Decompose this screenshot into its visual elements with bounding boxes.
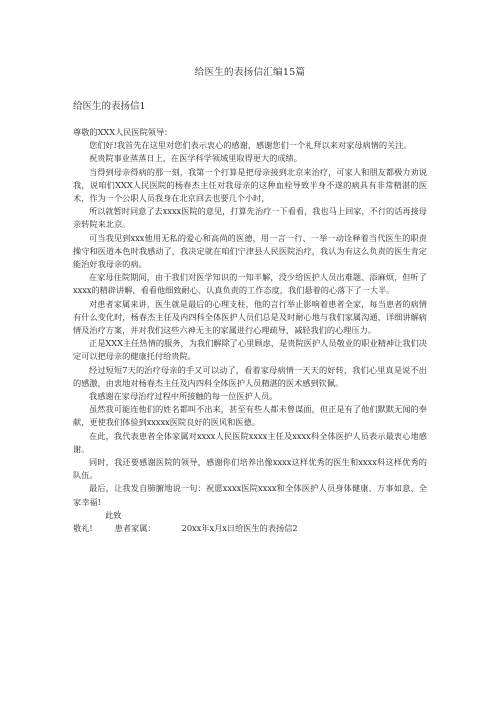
paragraph: 经过短短7天的治疗母亲的手又可以动了，看着家母病情一天天的好转，我们心里真是说不出的感激，由衷地对杨春杰主任及内四科全体医护人员精湛的医术感到钦佩。 <box>73 364 427 388</box>
paragraph: 正是XXX主任热情的服务，为我们解除了心里顾虑，是贵院医护人员敬业的职业精神让我们决定可以把母亲的健康托付给贵院。 <box>73 338 427 362</box>
footer-line <box>73 522 427 535</box>
paragraph: 祝贵院事业蒸蒸日上，在医学科学领域里取得更大的成绩。 <box>89 153 302 164</box>
paragraph: 在此，我代表患者全体家属对xxxx人民医院xxxx主任及xxxx科全体医护人员表示最衷心地感谢。 <box>73 430 427 454</box>
paragraph: 对患者家属来讲，医生就是最后的心理支柱，他的言行举止影响着患者全家，每当患者的病情有什么变化时，杨春杰主任及内四科全体医护人员们总是及时耐心地与我们家属沟通，详细讲解病情及治疗方案，并对我们这些六神无主的家属进行心理疏导，减轻我们的心理压力。 <box>73 298 427 336</box>
paragraph: 当得到母亲得病的那一刻，我第一个打算是把母亲接到北京来治疗，可家人和朋友都极力劝说我，说咱们XXX人民医院的杨春杰主任对我母亲的这种血栓导致半身不遂的病具有非常精湛的医术，作为一个公职人员我身在北京回去也要几个小时， <box>73 166 427 204</box>
paragraph: 可当我见到xxx他用无私的爱心和高尚的医德，用一言一行、一举一动诠释着当代医生的职责操守和医道本色时我感动了，我决定就在咱们宁津县人民医院治疗，我认为有这么负责的医生肯定能治好我母亲的病。 <box>73 232 427 270</box>
date-and-next-letter-title: 20xx年x月x日给医生的表扬信2 <box>181 523 298 534</box>
document-title: 给医生的表扬信汇编15篇 <box>194 67 306 78</box>
salutation: 尊敬的XXX人民医院领导： <box>73 127 173 137</box>
paragraph: 所以就暂时同意了去xxxx医院的意见，打算先治疗一下看看，我也马上回家，不行的话再接母亲转院来北京。 <box>73 206 427 230</box>
salute-text: 敬礼! <box>73 523 93 534</box>
letter-heading: 给医生的表扬信1 <box>73 101 146 112</box>
paragraph: 同时，我还要感谢医院的领导，感谢你们培养出像xxxx这样优秀的医生和xxxx科这样优秀的队伍。 <box>73 457 427 481</box>
letter-body <box>73 126 427 535</box>
paragraph: 我感谢在家母治疗过程中所接触的每一位医护人员。 <box>89 391 278 402</box>
signature-label: 患者家属： <box>114 523 156 534</box>
paragraph: 在家母住院期间，由于我们对医学知识的一知半解，没少给医护人员出难题、添麻烦，但听了xxxx的精辟讲解，看看他细致耐心、认真负责的工作态度，我们悬着的心落下了一大半。 <box>73 272 427 296</box>
paragraph: 最后，让我发自肺腑地说一句：祝愿xxxx医院xxxx和全体医护人员身体健康、万事如意、全家幸福! <box>73 483 427 507</box>
paragraph: 虽然我可能连他们的姓名都叫不出来，甚至有些人都未曾谋面，但正是有了他们默默无闻的奉献，更使我们体验到xxxxx医院良好的医风和医德。 <box>73 404 427 428</box>
closing-phrase: 此致 <box>105 509 122 520</box>
paragraph: 您们好!我首先在这里对您们表示衷心的感谢，感谢您们一个礼拜以来对家母病情的关注。 <box>89 140 412 151</box>
